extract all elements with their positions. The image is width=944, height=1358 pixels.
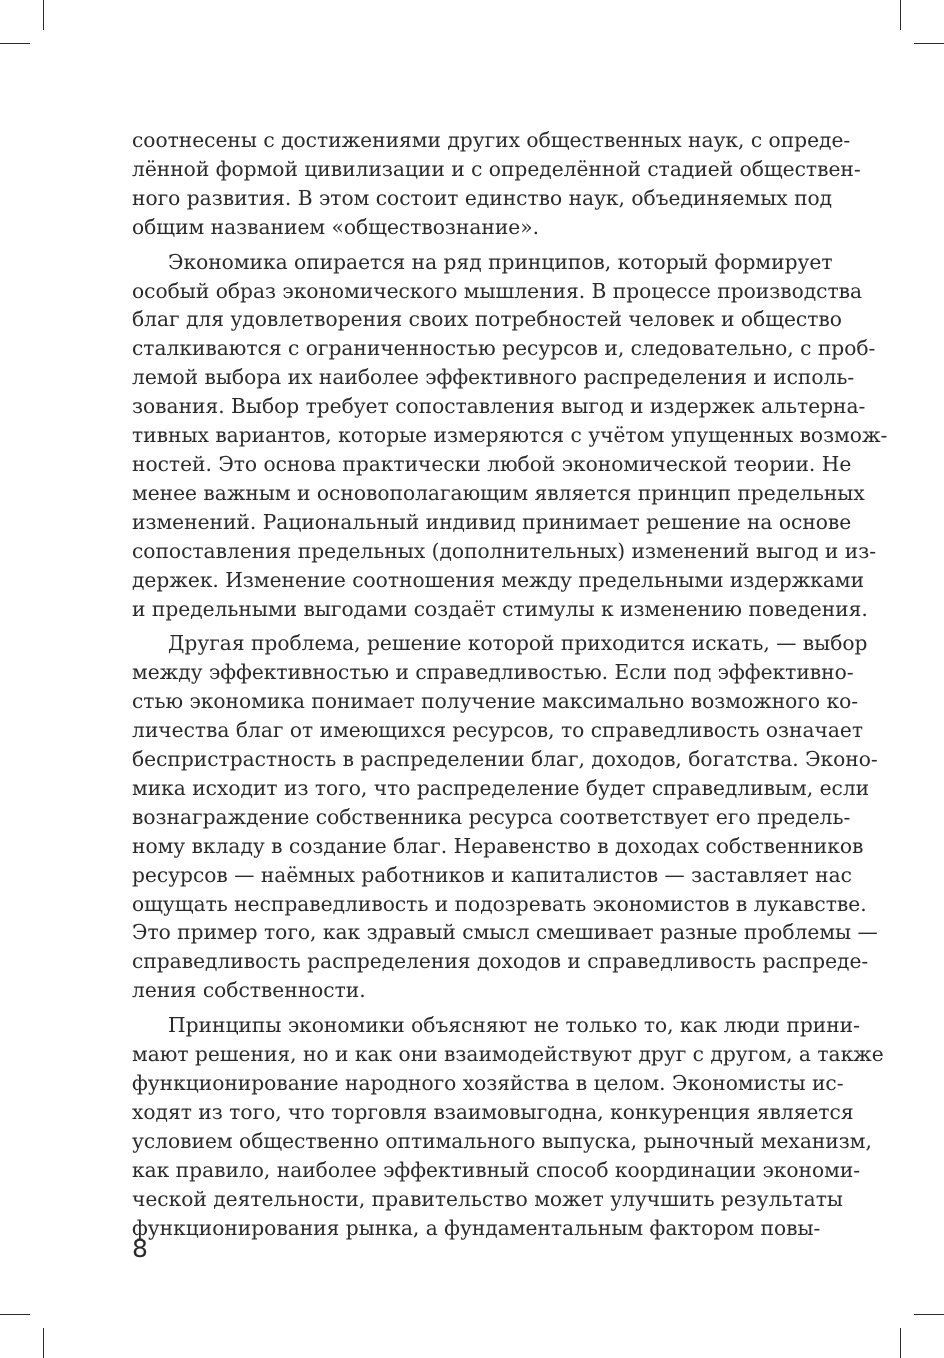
crop-mark-top-right-horizontal: [914, 43, 944, 44]
text-line: ощущать несправедливость и подозревать экономистов в лукавстве.: [132, 891, 867, 916]
text-line: лённой формой цивилизации и с определённой стадией обществен-: [132, 156, 861, 181]
page-number: 8: [132, 1234, 148, 1263]
text-line: особый образ экономического мышления. В процессе производства: [132, 278, 863, 303]
text-line: ресурсов — наёмных работников и капиталистов — заставляет нас: [132, 862, 852, 887]
text-line: справедливость распределения доходов и справедливость распреде-: [132, 949, 869, 974]
text-line: менее важным и основополагающим является принцип предельных: [132, 480, 865, 505]
text-line: функционирование народного хозяйства в целом. Экономисты ис-: [132, 1071, 844, 1095]
crop-mark-bottom-left-vertical: [43, 1328, 44, 1358]
text-line: функционирования рынка, а фундаментальным фактором повы-: [132, 1215, 821, 1240]
text-line: Принципы экономики объясняют не только то, как люди прини-: [168, 1013, 860, 1038]
text-line: как правило, наиболее эффективный способ координации экономи-: [132, 1157, 861, 1182]
text-line: ностей. Это основа практически любой экономической теории. Не: [132, 451, 852, 476]
crop-mark-bottom-left-horizontal: [0, 1314, 30, 1315]
paragraph: [132, 1011, 884, 1242]
text-line: ления собственности.: [132, 978, 366, 1003]
crop-mark-top-left-vertical: [43, 0, 44, 30]
text-line: сопоставления предельных (дополнительных) изменений выгод и из-: [132, 538, 877, 563]
paragraph: [132, 248, 888, 624]
crop-mark-top-left-horizontal: [0, 43, 30, 44]
crop-mark-top-right-vertical: [900, 0, 901, 30]
crop-mark-bottom-right-horizontal: [914, 1314, 944, 1315]
text-line: держек. Изменение соотношения между предельными издержками: [132, 567, 865, 592]
text-line: и предельными выгодами создаёт стимулы к изменению поведения.: [132, 596, 868, 621]
text-line: благ для удовлетворения своих потребностей человек и общество: [132, 307, 842, 332]
text-line: мика исходит из того, что распределение будет справедливым, если: [132, 775, 870, 800]
text-line: ходят из того, что торговля взаимовыгодна, конкуренция является: [132, 1099, 854, 1124]
text-line: личества благ от имеющихся ресурсов, то справедливость означает: [132, 718, 864, 743]
text-line: беспристрастность в распределении благ, доходов, богатства. Эконо-: [132, 747, 878, 772]
text-line: ческой деятельности, правительство может улучшить результаты: [132, 1186, 843, 1211]
text-line: лемой выбора их наиболее эффективного распределения и исполь-: [132, 365, 855, 390]
text-line: общим названием «обществознание».: [132, 214, 540, 239]
text-line: ного развития. В этом состоит единство наук, объединяемых под: [132, 185, 833, 210]
text-line: стью экономика понимает получение максимально возможного ко-: [132, 689, 859, 714]
text-line: соотнесены с достижениями других общественных наук, с опреде-: [132, 128, 851, 152]
paragraph: [132, 126, 861, 242]
text-line: условием общественно оптимального выпуска, рыночный механизм,: [132, 1128, 872, 1153]
text-line: Экономика опирается на ряд принципов, который формирует: [168, 249, 833, 274]
text-line: вознаграждение собственника ресурса соответствует его предель-: [132, 804, 851, 829]
paragraph: [132, 629, 878, 1005]
text-line: Другая проблема, решение которой приходится искать, — выбор: [168, 631, 868, 656]
text-line: Это пример того, как здравый смысл смешивает разные проблемы —: [132, 920, 878, 945]
text-line: между эффективностью и справедливостью. Если под эффективно-: [132, 660, 854, 685]
text-line: ному вкладу в создание благ. Неравенство в доходах собственников: [132, 833, 864, 858]
text-line: зования. Выбор требует сопоставления выгод и издержек альтерна-: [132, 394, 866, 419]
text-line: тивных вариантов, которые измеряются с учётом упущенных возмож-: [132, 423, 888, 448]
text-line: сталкиваются с ограниченностью ресурсов и, следовательно, с проб-: [132, 336, 876, 361]
text-line: мают решения, но и как они взаимодействуют друг с другом, а также: [132, 1042, 884, 1067]
crop-mark-bottom-right-vertical: [900, 1328, 901, 1358]
text-line: изменений. Рациональный индивид принимает решение на основе: [132, 509, 852, 534]
body-text: [132, 126, 888, 1242]
